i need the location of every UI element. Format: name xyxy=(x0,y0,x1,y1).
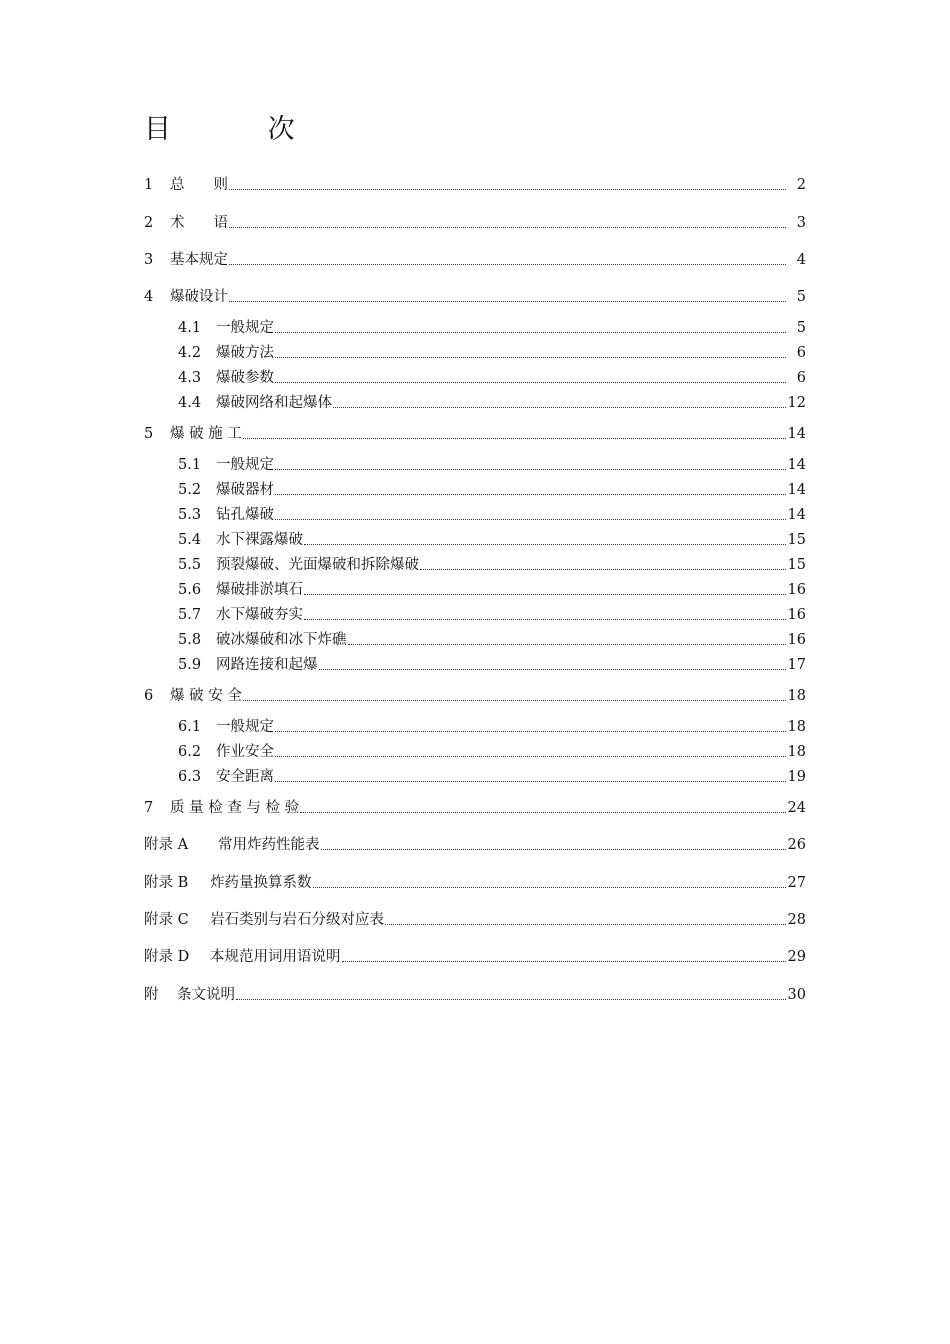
toc-entry-title: 水下裸露爆破 xyxy=(216,532,303,548)
toc-entry-page: 30 xyxy=(787,987,806,1003)
toc-entry[interactable] xyxy=(144,172,806,194)
toc-leader-dots xyxy=(304,544,786,545)
toc-entry-page: 19 xyxy=(787,769,806,785)
toc-appendix-entry[interactable] xyxy=(144,944,806,966)
toc-entry-page: 16 xyxy=(787,582,806,598)
toc-entry-number: 5.9 xyxy=(178,657,202,673)
toc-subentry[interactable] xyxy=(178,577,806,599)
toc-leader-dots xyxy=(275,469,786,470)
toc-entry-title: 破冰爆破和冰下炸礁 xyxy=(216,632,347,648)
toc-leader-dots xyxy=(333,407,786,408)
toc-entry-page: 28 xyxy=(787,912,806,928)
toc-leader-dots xyxy=(385,924,786,925)
toc-entry-page: 6 xyxy=(796,345,806,361)
toc-subentry[interactable] xyxy=(178,602,806,624)
toc-appendix-entry[interactable] xyxy=(144,982,806,1004)
toc-entry-page: 14 xyxy=(787,482,806,498)
toc-leader-dots xyxy=(313,887,786,888)
toc-entry-page: 18 xyxy=(787,744,806,760)
toc-subentry[interactable] xyxy=(178,502,806,524)
toc-entry-number: 5.6 xyxy=(178,582,202,598)
toc-subentry[interactable] xyxy=(178,477,806,499)
toc-entry-title: 爆破设计 xyxy=(170,289,228,305)
toc-entry-number: 5.7 xyxy=(178,607,202,623)
toc-entry-title: 安全距离 xyxy=(216,769,274,785)
toc-subentry[interactable] xyxy=(178,452,806,474)
toc-entry-page: 14 xyxy=(787,507,806,523)
toc-subentry[interactable] xyxy=(178,315,806,337)
toc-entry-number: 附录 B xyxy=(144,875,189,891)
toc-entry-page: 6 xyxy=(796,370,806,386)
toc-subentry[interactable] xyxy=(178,340,806,362)
toc-entry-title: 本规范用词用语说明 xyxy=(210,949,341,965)
toc-entry-title: 爆 破 安 全 xyxy=(170,688,242,704)
toc-subentry[interactable] xyxy=(178,552,806,574)
toc-entry[interactable] xyxy=(144,284,806,306)
toc-entry-title: 爆破参数 xyxy=(216,370,274,386)
toc-leader-dots xyxy=(420,569,786,570)
toc-entry-number: 5.4 xyxy=(178,532,202,548)
toc-leader-dots xyxy=(229,189,786,190)
toc-leader-dots xyxy=(275,494,786,495)
toc-entry[interactable] xyxy=(144,683,806,705)
toc-entry-page: 3 xyxy=(796,215,806,231)
toc-entry-number: 附 xyxy=(144,987,159,1003)
toc-entry-number: 6.3 xyxy=(178,769,202,785)
toc-entry-title: 爆破方法 xyxy=(216,345,274,361)
toc-entry[interactable] xyxy=(144,795,806,817)
toc-entry-title: 总 则 xyxy=(170,177,228,193)
toc-entry-page: 14 xyxy=(787,457,806,473)
toc-leader-dots xyxy=(304,619,786,620)
toc-entry-page: 16 xyxy=(787,607,806,623)
toc-entry-number: 6.2 xyxy=(178,744,202,760)
toc-entry-page: 18 xyxy=(787,688,806,704)
toc-entry-number: 4.4 xyxy=(178,395,202,411)
toc-entry-number: 5.3 xyxy=(178,507,202,523)
toc-entry-number: 4.3 xyxy=(178,370,202,386)
toc-entry-page: 15 xyxy=(787,532,806,548)
toc-entry-page: 12 xyxy=(787,395,806,411)
toc-entry-number: 附录 D xyxy=(144,949,190,965)
toc-entry-number: 4 xyxy=(144,289,154,305)
toc-leader-dots xyxy=(319,669,786,670)
toc-entry-number: 2 xyxy=(144,215,154,231)
toc-entry-number: 5.5 xyxy=(178,557,202,573)
toc-entry-page: 29 xyxy=(787,949,806,965)
toc-entry-number: 附录 C xyxy=(144,912,189,928)
toc-entry-title: 爆破器材 xyxy=(216,482,274,498)
toc-leader-dots xyxy=(229,264,786,265)
toc-entry-number: 4.1 xyxy=(178,320,202,336)
toc-entry-title: 钻孔爆破 xyxy=(216,507,274,523)
toc-entry-title: 一般规定 xyxy=(216,719,274,735)
toc-appendix-entry[interactable] xyxy=(144,907,806,929)
toc-leader-dots xyxy=(275,332,786,333)
toc-entry-page: 27 xyxy=(787,875,806,891)
toc-leader-dots xyxy=(275,731,786,732)
toc-entry[interactable] xyxy=(144,421,806,443)
toc-leader-dots xyxy=(243,438,786,439)
toc-entry-title: 常用炸药性能表 xyxy=(218,837,320,853)
toc-leader-dots xyxy=(236,999,786,1000)
page-title: 目 次 xyxy=(144,114,339,145)
toc-leader-dots xyxy=(348,644,786,645)
toc-entry-title: 爆 破 施 工 xyxy=(170,426,242,442)
toc-subentry[interactable] xyxy=(178,390,806,412)
toc-entry-title: 网路连接和起爆 xyxy=(216,657,318,673)
toc-leader-dots xyxy=(229,227,786,228)
toc-subentry[interactable] xyxy=(178,764,806,786)
toc-entry-title: 岩石类别与岩石分级对应表 xyxy=(210,912,384,928)
toc-leader-dots xyxy=(229,301,786,302)
toc-appendix-entry[interactable] xyxy=(144,870,806,892)
toc-subentry[interactable] xyxy=(178,627,806,649)
toc-entry-title: 爆破网络和起爆体 xyxy=(216,395,332,411)
toc-entry-number: 6.1 xyxy=(178,719,202,735)
toc-entry-page: 4 xyxy=(796,252,806,268)
toc-leader-dots xyxy=(275,357,786,358)
toc-entry-title: 术 语 xyxy=(170,215,228,231)
toc-entry-number: 4.2 xyxy=(178,345,202,361)
toc-entry-number: 5.1 xyxy=(178,457,202,473)
toc-entry-title: 质 量 检 查 与 检 验 xyxy=(170,800,300,816)
toc-leader-dots xyxy=(342,961,786,962)
toc-entry-page: 14 xyxy=(787,426,806,442)
toc-entry-page: 18 xyxy=(787,719,806,735)
toc-entry-page: 5 xyxy=(796,289,806,305)
toc-entry-title: 爆破排淤填石 xyxy=(216,582,303,598)
toc-leader-dots xyxy=(243,700,786,701)
toc-entry-title: 条文说明 xyxy=(177,987,235,1003)
toc-entry-page: 5 xyxy=(796,320,806,336)
toc-entry-title: 预裂爆破、光面爆破和拆除爆破 xyxy=(216,557,419,573)
toc-entry-title: 作业安全 xyxy=(216,744,274,760)
toc-leader-dots xyxy=(304,594,786,595)
toc-entry-page: 17 xyxy=(787,657,806,673)
toc-entry-title: 一般规定 xyxy=(216,320,274,336)
toc-entry-number: 6 xyxy=(144,688,154,704)
toc-subentry[interactable] xyxy=(178,527,806,549)
toc-entry-number: 1 xyxy=(144,177,154,193)
toc-subentry[interactable] xyxy=(178,739,806,761)
toc-subentry[interactable] xyxy=(178,714,806,736)
toc-entry-title: 基本规定 xyxy=(170,252,228,268)
toc-leader-dots xyxy=(275,781,786,782)
toc-entry-number: 7 xyxy=(144,800,154,816)
toc-entry[interactable] xyxy=(144,247,806,269)
toc-entry-page: 2 xyxy=(796,177,806,193)
toc-leader-dots xyxy=(275,519,786,520)
toc-entry-number: 附录 A xyxy=(144,837,189,853)
toc-leader-dots xyxy=(300,812,785,813)
toc-entry-page: 16 xyxy=(787,632,806,648)
toc-entry-title: 水下爆破夯实 xyxy=(216,607,303,623)
toc-entry-title: 一般规定 xyxy=(216,457,274,473)
toc-entry-number: 5 xyxy=(144,426,154,442)
toc-entry-number: 5.8 xyxy=(178,632,202,648)
toc-subentry[interactable] xyxy=(178,652,806,674)
toc-entry-number: 3 xyxy=(144,252,154,268)
toc-entry-number: 5.2 xyxy=(178,482,202,498)
toc-entry-title: 炸药量换算系数 xyxy=(210,875,312,891)
toc-subentry[interactable] xyxy=(178,365,806,387)
toc-entry-page: 26 xyxy=(787,837,806,853)
toc-entry-page: 15 xyxy=(787,557,806,573)
toc-leader-dots xyxy=(321,849,786,850)
toc-leader-dots xyxy=(275,382,786,383)
toc-entry[interactable] xyxy=(144,210,806,232)
toc-entry-page: 24 xyxy=(787,800,806,816)
toc-appendix-entry[interactable] xyxy=(144,832,806,854)
toc-leader-dots xyxy=(275,756,786,757)
